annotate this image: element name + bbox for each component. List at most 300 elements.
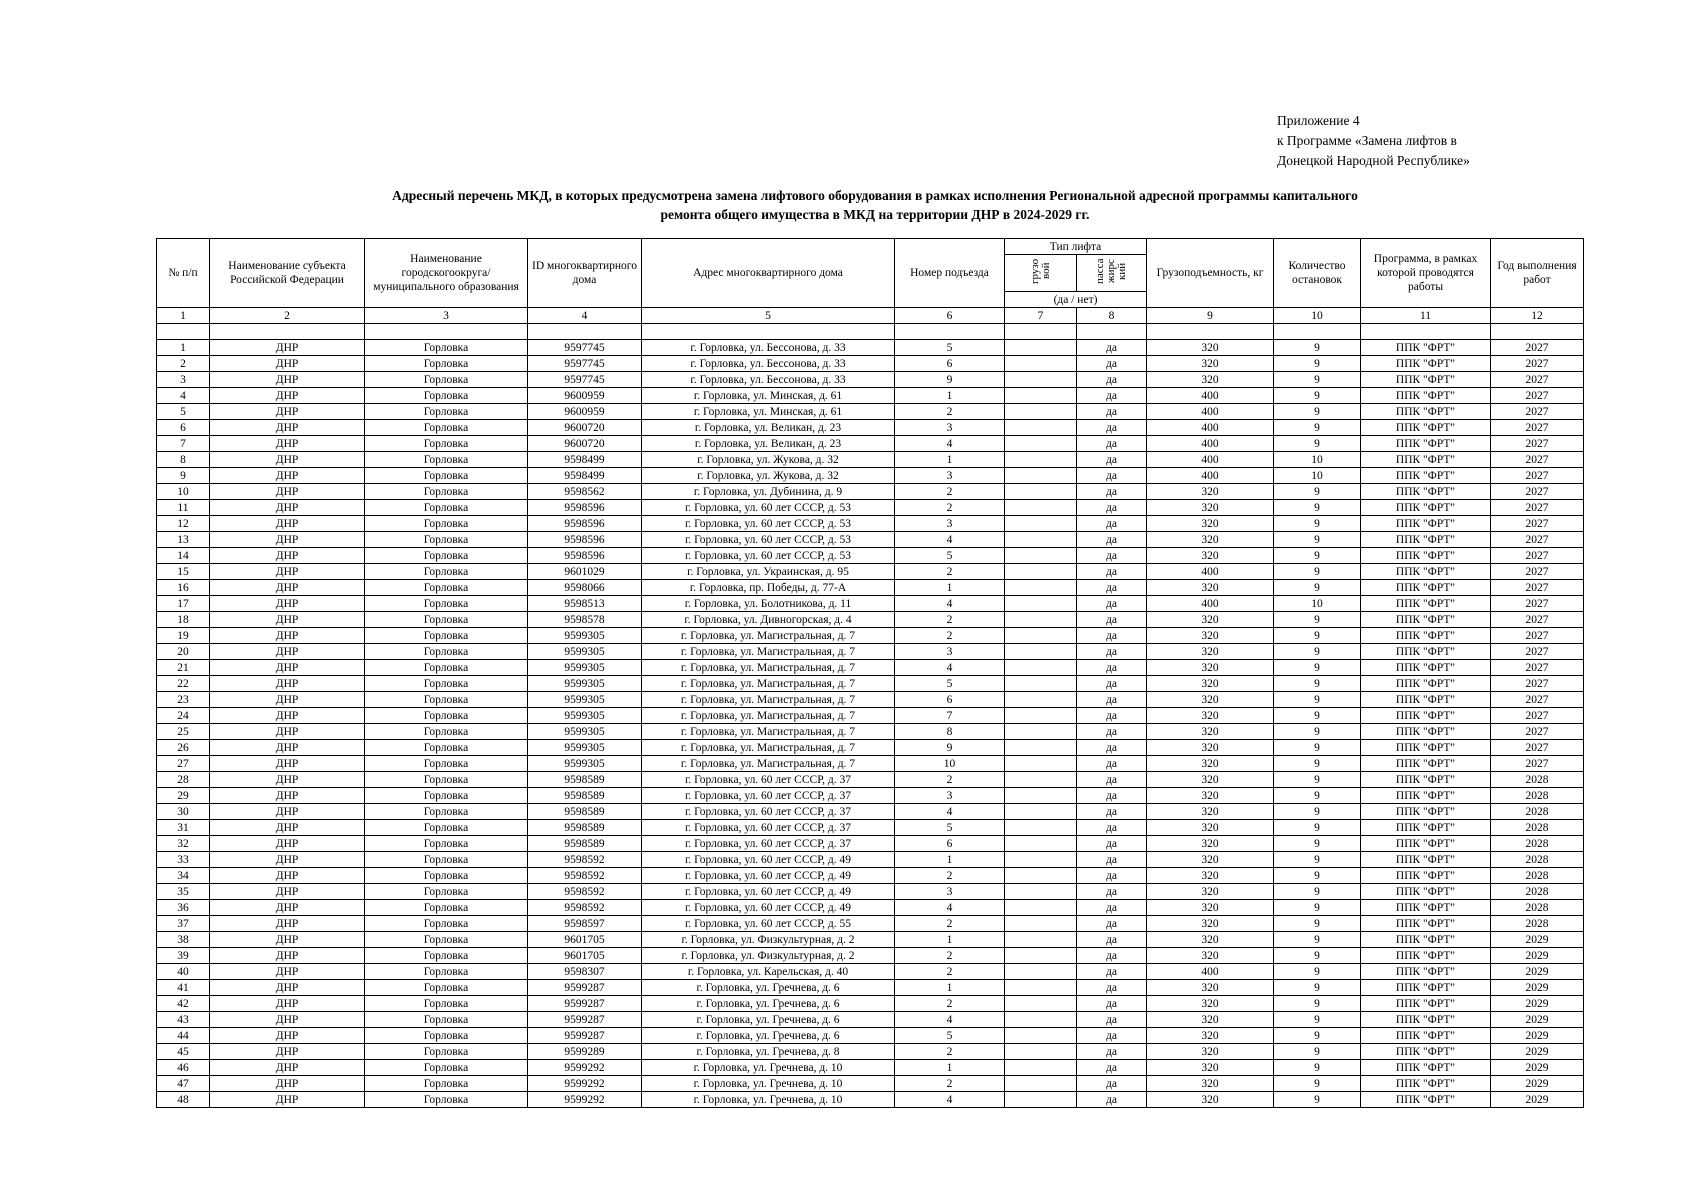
cell-capacity: 400 — [1147, 468, 1274, 484]
table-row — [157, 420, 1584, 436]
cell-passenger: да — [1077, 388, 1147, 404]
cell-address: г. Горловка, ул. 60 лет СССР, д. 49 — [642, 884, 895, 900]
column-number-cell: 9 — [1147, 308, 1274, 324]
table-row — [157, 388, 1584, 404]
cell-capacity: 320 — [1147, 996, 1274, 1012]
cell-entrance: 5 — [895, 676, 1005, 692]
cell-municipality: Горловка — [365, 980, 528, 996]
cell-num: 28 — [157, 772, 210, 788]
cell-num: 10 — [157, 484, 210, 500]
cell-year: 2027 — [1491, 372, 1584, 388]
cell-capacity: 320 — [1147, 932, 1274, 948]
cell-stops: 9 — [1274, 1092, 1361, 1108]
cell-stops: 9 — [1274, 1044, 1361, 1060]
cell-passenger: да — [1077, 1060, 1147, 1076]
cell-municipality: Горловка — [365, 468, 528, 484]
cell-entrance: 9 — [895, 372, 1005, 388]
cell-passenger: да — [1077, 996, 1147, 1012]
cell-id: 9598592 — [528, 884, 642, 900]
cell-program: ППК "ФРТ" — [1361, 404, 1491, 420]
cell-passenger: да — [1077, 372, 1147, 388]
cell-stops: 9 — [1274, 964, 1361, 980]
cell-municipality: Горловка — [365, 1044, 528, 1060]
cell-id: 9597745 — [528, 356, 642, 372]
cell-program: ППК "ФРТ" — [1361, 644, 1491, 660]
cell-capacity: 400 — [1147, 436, 1274, 452]
cell-num: 8 — [157, 452, 210, 468]
cell-address: г. Горловка, ул. Гречнева, д. 6 — [642, 1012, 895, 1028]
cell-cargo — [1005, 580, 1077, 596]
cell-id: 9599292 — [528, 1076, 642, 1092]
blank-cell — [1077, 324, 1147, 340]
cell-municipality: Горловка — [365, 708, 528, 724]
cell-address: г. Горловка, ул. 60 лет СССР, д. 37 — [642, 804, 895, 820]
cell-year: 2028 — [1491, 788, 1584, 804]
table-row — [157, 628, 1584, 644]
cell-entrance: 5 — [895, 548, 1005, 564]
cell-address: г. Горловка, ул. Гречнева, д. 6 — [642, 996, 895, 1012]
cell-address: г. Горловка, ул. Магистральная, д. 7 — [642, 660, 895, 676]
cell-year: 2029 — [1491, 948, 1584, 964]
cell-program: ППК "ФРТ" — [1361, 996, 1491, 1012]
cell-municipality: Горловка — [365, 436, 528, 452]
cell-year: 2027 — [1491, 724, 1584, 740]
cell-program: ППК "ФРТ" — [1361, 852, 1491, 868]
cell-entrance: 1 — [895, 452, 1005, 468]
cell-address: г. Горловка, ул. Жукова, д. 32 — [642, 468, 895, 484]
cell-municipality: Горловка — [365, 964, 528, 980]
cell-num: 26 — [157, 740, 210, 756]
cell-passenger: да — [1077, 1076, 1147, 1092]
cell-subject: ДНР — [210, 820, 365, 836]
cell-year: 2027 — [1491, 356, 1584, 372]
blank-cell — [1361, 324, 1491, 340]
cell-municipality: Горловка — [365, 820, 528, 836]
cell-cargo — [1005, 948, 1077, 964]
column-number-cell: 7 — [1005, 308, 1077, 324]
cell-year: 2028 — [1491, 852, 1584, 868]
cell-cargo — [1005, 1012, 1077, 1028]
cell-stops: 9 — [1274, 436, 1361, 452]
table-row — [157, 820, 1584, 836]
header-num: № п/п — [157, 239, 210, 308]
table-row — [157, 692, 1584, 708]
cell-stops: 9 — [1274, 900, 1361, 916]
blank-cell — [210, 324, 365, 340]
cell-year: 2029 — [1491, 1028, 1584, 1044]
table-row — [157, 404, 1584, 420]
cell-address: г. Горловка, ул. Бессонова, д. 33 — [642, 356, 895, 372]
table-row — [157, 996, 1584, 1012]
cell-program: ППК "ФРТ" — [1361, 916, 1491, 932]
cell-cargo — [1005, 1076, 1077, 1092]
cell-address: г. Горловка, ул. 60 лет СССР, д. 53 — [642, 516, 895, 532]
cell-cargo — [1005, 468, 1077, 484]
table-row — [157, 436, 1584, 452]
cell-id: 9598592 — [528, 900, 642, 916]
cell-subject: ДНР — [210, 548, 365, 564]
cell-subject: ДНР — [210, 948, 365, 964]
cell-id: 9597745 — [528, 340, 642, 356]
cell-passenger: да — [1077, 948, 1147, 964]
cell-passenger: да — [1077, 436, 1147, 452]
cell-stops: 9 — [1274, 1060, 1361, 1076]
cell-stops: 9 — [1274, 772, 1361, 788]
cell-id: 9598596 — [528, 532, 642, 548]
cell-municipality: Горловка — [365, 932, 528, 948]
cell-address: г. Горловка, пр. Победы, д. 77-А — [642, 580, 895, 596]
cell-num: 18 — [157, 612, 210, 628]
cell-year: 2027 — [1491, 516, 1584, 532]
cell-passenger: да — [1077, 532, 1147, 548]
cell-num: 2 — [157, 356, 210, 372]
cell-passenger: да — [1077, 756, 1147, 772]
cell-cargo — [1005, 916, 1077, 932]
cell-year: 2027 — [1491, 404, 1584, 420]
cell-program: ППК "ФРТ" — [1361, 772, 1491, 788]
cell-passenger: да — [1077, 772, 1147, 788]
cell-stops: 9 — [1274, 932, 1361, 948]
document-title — [160, 186, 1590, 224]
cell-program: ППК "ФРТ" — [1361, 628, 1491, 644]
cell-program: ППК "ФРТ" — [1361, 724, 1491, 740]
cell-subject: ДНР — [210, 1012, 365, 1028]
cell-subject: ДНР — [210, 932, 365, 948]
cell-entrance: 8 — [895, 724, 1005, 740]
cell-municipality: Горловка — [365, 852, 528, 868]
cell-num: 47 — [157, 1076, 210, 1092]
cell-year: 2028 — [1491, 820, 1584, 836]
cell-subject: ДНР — [210, 436, 365, 452]
cell-municipality: Горловка — [365, 884, 528, 900]
cell-num: 48 — [157, 1092, 210, 1108]
cell-passenger: да — [1077, 500, 1147, 516]
blank-cell — [642, 324, 895, 340]
cell-stops: 9 — [1274, 868, 1361, 884]
cell-capacity: 400 — [1147, 964, 1274, 980]
cell-cargo — [1005, 660, 1077, 676]
cell-id: 9599305 — [528, 724, 642, 740]
cell-year: 2027 — [1491, 676, 1584, 692]
cell-year: 2027 — [1491, 500, 1584, 516]
cell-id: 9598499 — [528, 452, 642, 468]
header-stops: Количество остановок — [1274, 239, 1361, 308]
cell-municipality: Горловка — [365, 356, 528, 372]
table-row — [157, 1076, 1584, 1092]
cell-passenger: да — [1077, 836, 1147, 852]
cell-capacity: 320 — [1147, 356, 1274, 372]
cell-stops: 9 — [1274, 836, 1361, 852]
header-yes-no: (да / нет) — [1005, 292, 1147, 308]
cell-stops: 9 — [1274, 820, 1361, 836]
cell-subject: ДНР — [210, 772, 365, 788]
cell-municipality: Горловка — [365, 692, 528, 708]
cell-program: ППК "ФРТ" — [1361, 548, 1491, 564]
cell-subject: ДНР — [210, 452, 365, 468]
cell-num: 37 — [157, 916, 210, 932]
cell-subject: ДНР — [210, 1092, 365, 1108]
table-row — [157, 1012, 1584, 1028]
cell-stops: 9 — [1274, 852, 1361, 868]
cell-num: 13 — [157, 532, 210, 548]
cell-stops: 9 — [1274, 628, 1361, 644]
cell-num: 22 — [157, 676, 210, 692]
cell-municipality: Горловка — [365, 900, 528, 916]
blank-cell — [528, 324, 642, 340]
cell-passenger: да — [1077, 1092, 1147, 1108]
cell-cargo — [1005, 1092, 1077, 1108]
cell-program: ППК "ФРТ" — [1361, 612, 1491, 628]
table-row — [157, 356, 1584, 372]
cell-subject: ДНР — [210, 900, 365, 916]
cell-program: ППК "ФРТ" — [1361, 708, 1491, 724]
cell-program: ППК "ФРТ" — [1361, 948, 1491, 964]
cell-subject: ДНР — [210, 532, 365, 548]
cell-passenger: да — [1077, 420, 1147, 436]
cell-entrance: 6 — [895, 692, 1005, 708]
cell-municipality: Горловка — [365, 516, 528, 532]
cell-subject: ДНР — [210, 484, 365, 500]
cell-address: г. Горловка, ул. 60 лет СССР, д. 53 — [642, 532, 895, 548]
cell-passenger: да — [1077, 900, 1147, 916]
cell-stops: 9 — [1274, 580, 1361, 596]
cell-num: 36 — [157, 900, 210, 916]
cell-cargo — [1005, 692, 1077, 708]
cell-year: 2029 — [1491, 1044, 1584, 1060]
table-row — [157, 1028, 1584, 1044]
cell-entrance: 2 — [895, 996, 1005, 1012]
cell-address: г. Горловка, ул. Магистральная, д. 7 — [642, 628, 895, 644]
cell-program: ППК "ФРТ" — [1361, 1012, 1491, 1028]
cell-num: 20 — [157, 644, 210, 660]
cell-address: г. Горловка, ул. Бессонова, д. 33 — [642, 372, 895, 388]
cell-entrance: 4 — [895, 1092, 1005, 1108]
cell-municipality: Горловка — [365, 548, 528, 564]
cell-capacity: 320 — [1147, 1092, 1274, 1108]
cell-cargo — [1005, 804, 1077, 820]
column-number-cell: 11 — [1361, 308, 1491, 324]
cell-year: 2028 — [1491, 836, 1584, 852]
cell-id: 9599305 — [528, 660, 642, 676]
table-row — [157, 500, 1584, 516]
cell-subject: ДНР — [210, 404, 365, 420]
cell-capacity: 320 — [1147, 1076, 1274, 1092]
header-address: Адрес многоквартирного дома — [642, 239, 895, 308]
cell-address: г. Горловка, ул. Жукова, д. 32 — [642, 452, 895, 468]
cell-stops: 10 — [1274, 452, 1361, 468]
cell-cargo — [1005, 596, 1077, 612]
cell-passenger: да — [1077, 452, 1147, 468]
cell-passenger: да — [1077, 404, 1147, 420]
cell-program: ППК "ФРТ" — [1361, 884, 1491, 900]
cell-num: 25 — [157, 724, 210, 740]
cell-program: ППК "ФРТ" — [1361, 1076, 1491, 1092]
cell-address: г. Горловка, ул. Физкультурная, д. 2 — [642, 948, 895, 964]
table-row — [157, 644, 1584, 660]
cell-passenger: да — [1077, 564, 1147, 580]
cell-entrance: 2 — [895, 1044, 1005, 1060]
cell-entrance: 2 — [895, 404, 1005, 420]
table-row — [157, 1060, 1584, 1076]
cell-passenger: да — [1077, 516, 1147, 532]
cell-entrance: 2 — [895, 500, 1005, 516]
cell-cargo — [1005, 884, 1077, 900]
cell-id: 9601705 — [528, 932, 642, 948]
cell-cargo — [1005, 532, 1077, 548]
blank-cell — [157, 324, 210, 340]
cell-address: г. Горловка, ул. 60 лет СССР, д. 49 — [642, 868, 895, 884]
cell-cargo — [1005, 756, 1077, 772]
cell-address: г. Горловка, ул. 60 лет СССР, д. 55 — [642, 916, 895, 932]
cell-capacity: 320 — [1147, 980, 1274, 996]
cell-num: 3 — [157, 372, 210, 388]
cell-year: 2029 — [1491, 1092, 1584, 1108]
cell-id: 9598589 — [528, 788, 642, 804]
cell-capacity: 320 — [1147, 900, 1274, 916]
cell-cargo — [1005, 484, 1077, 500]
cell-num: 24 — [157, 708, 210, 724]
cell-entrance: 3 — [895, 884, 1005, 900]
cell-id: 9598597 — [528, 916, 642, 932]
cell-year: 2027 — [1491, 644, 1584, 660]
cell-subject: ДНР — [210, 644, 365, 660]
cell-id: 9599305 — [528, 644, 642, 660]
cell-subject: ДНР — [210, 1060, 365, 1076]
table-row — [157, 548, 1584, 564]
cell-municipality: Горловка — [365, 804, 528, 820]
cell-num: 4 — [157, 388, 210, 404]
cell-subject: ДНР — [210, 420, 365, 436]
cell-id: 9599287 — [528, 980, 642, 996]
cell-program: ППК "ФРТ" — [1361, 580, 1491, 596]
cell-municipality: Горловка — [365, 372, 528, 388]
cell-num: 42 — [157, 996, 210, 1012]
cell-subject: ДНР — [210, 340, 365, 356]
cell-passenger: да — [1077, 612, 1147, 628]
header-entrance: Номер подъезда — [895, 239, 1005, 308]
cell-stops: 9 — [1274, 692, 1361, 708]
column-number-cell: 6 — [895, 308, 1005, 324]
cell-year: 2028 — [1491, 916, 1584, 932]
cell-capacity: 320 — [1147, 916, 1274, 932]
cell-capacity: 320 — [1147, 820, 1274, 836]
cell-address: г. Горловка, ул. 60 лет СССР, д. 37 — [642, 788, 895, 804]
table-row — [157, 580, 1584, 596]
cell-entrance: 2 — [895, 964, 1005, 980]
cell-municipality: Горловка — [365, 740, 528, 756]
cell-capacity: 400 — [1147, 452, 1274, 468]
cell-entrance: 4 — [895, 436, 1005, 452]
cell-stops: 9 — [1274, 1028, 1361, 1044]
cell-municipality: Горловка — [365, 836, 528, 852]
cell-entrance: 1 — [895, 980, 1005, 996]
cell-program: ППК "ФРТ" — [1361, 596, 1491, 612]
cell-program: ППК "ФРТ" — [1361, 500, 1491, 516]
cell-program: ППК "ФРТ" — [1361, 980, 1491, 996]
cell-stops: 9 — [1274, 372, 1361, 388]
cell-num: 44 — [157, 1028, 210, 1044]
cell-entrance: 4 — [895, 1012, 1005, 1028]
cell-capacity: 320 — [1147, 676, 1274, 692]
cell-passenger: да — [1077, 1012, 1147, 1028]
cell-num: 46 — [157, 1060, 210, 1076]
cell-passenger: да — [1077, 964, 1147, 980]
cell-cargo — [1005, 900, 1077, 916]
cell-municipality: Горловка — [365, 420, 528, 436]
cell-year: 2027 — [1491, 564, 1584, 580]
cell-entrance: 7 — [895, 708, 1005, 724]
cell-year: 2027 — [1491, 756, 1584, 772]
cell-address: г. Горловка, ул. Великан, д. 23 — [642, 436, 895, 452]
cell-subject: ДНР — [210, 468, 365, 484]
cell-cargo — [1005, 996, 1077, 1012]
table-body — [157, 340, 1584, 1108]
cell-capacity: 320 — [1147, 740, 1274, 756]
cell-address: г. Горловка, ул. Магистральная, д. 7 — [642, 644, 895, 660]
cell-num: 43 — [157, 1012, 210, 1028]
blank-cell — [895, 324, 1005, 340]
cell-id: 9599305 — [528, 756, 642, 772]
table-row — [157, 836, 1584, 852]
cell-cargo — [1005, 740, 1077, 756]
cell-entrance: 4 — [895, 804, 1005, 820]
table-row — [157, 804, 1584, 820]
cell-cargo — [1005, 452, 1077, 468]
header-cargo-label: грузо вой — [1028, 258, 1052, 284]
cell-id: 9598589 — [528, 836, 642, 852]
cell-capacity: 320 — [1147, 1012, 1274, 1028]
cell-entrance: 4 — [895, 900, 1005, 916]
appendix-line-1: Приложение 4 — [1277, 113, 1360, 128]
cell-capacity: 400 — [1147, 388, 1274, 404]
cell-num: 35 — [157, 884, 210, 900]
table-row — [157, 484, 1584, 500]
cell-entrance: 3 — [895, 468, 1005, 484]
cell-cargo — [1005, 1028, 1077, 1044]
cell-id: 9599305 — [528, 628, 642, 644]
cell-cargo — [1005, 628, 1077, 644]
table-row — [157, 532, 1584, 548]
cell-stops: 9 — [1274, 516, 1361, 532]
cell-year: 2027 — [1491, 340, 1584, 356]
cell-municipality: Горловка — [365, 724, 528, 740]
cell-subject: ДНР — [210, 708, 365, 724]
cell-address: г. Горловка, ул. Гречнева, д. 10 — [642, 1060, 895, 1076]
cell-id: 9598499 — [528, 468, 642, 484]
cell-year: 2027 — [1491, 708, 1584, 724]
cell-capacity: 320 — [1147, 612, 1274, 628]
cell-subject: ДНР — [210, 996, 365, 1012]
cell-num: 21 — [157, 660, 210, 676]
cell-subject: ДНР — [210, 1076, 365, 1092]
cell-municipality: Горловка — [365, 1028, 528, 1044]
cell-municipality: Горловка — [365, 1076, 528, 1092]
cell-program: ППК "ФРТ" — [1361, 836, 1491, 852]
cell-capacity: 320 — [1147, 1028, 1274, 1044]
cell-subject: ДНР — [210, 388, 365, 404]
cell-address: г. Горловка, ул. Бессонова, д. 33 — [642, 340, 895, 356]
cell-id: 9598596 — [528, 548, 642, 564]
cell-municipality: Горловка — [365, 1012, 528, 1028]
cell-passenger: да — [1077, 356, 1147, 372]
cell-capacity: 320 — [1147, 884, 1274, 900]
cell-program: ППК "ФРТ" — [1361, 484, 1491, 500]
cell-municipality: Горловка — [365, 644, 528, 660]
column-number-cell: 10 — [1274, 308, 1361, 324]
cell-num: 17 — [157, 596, 210, 612]
cell-capacity: 400 — [1147, 596, 1274, 612]
cell-year: 2028 — [1491, 884, 1584, 900]
